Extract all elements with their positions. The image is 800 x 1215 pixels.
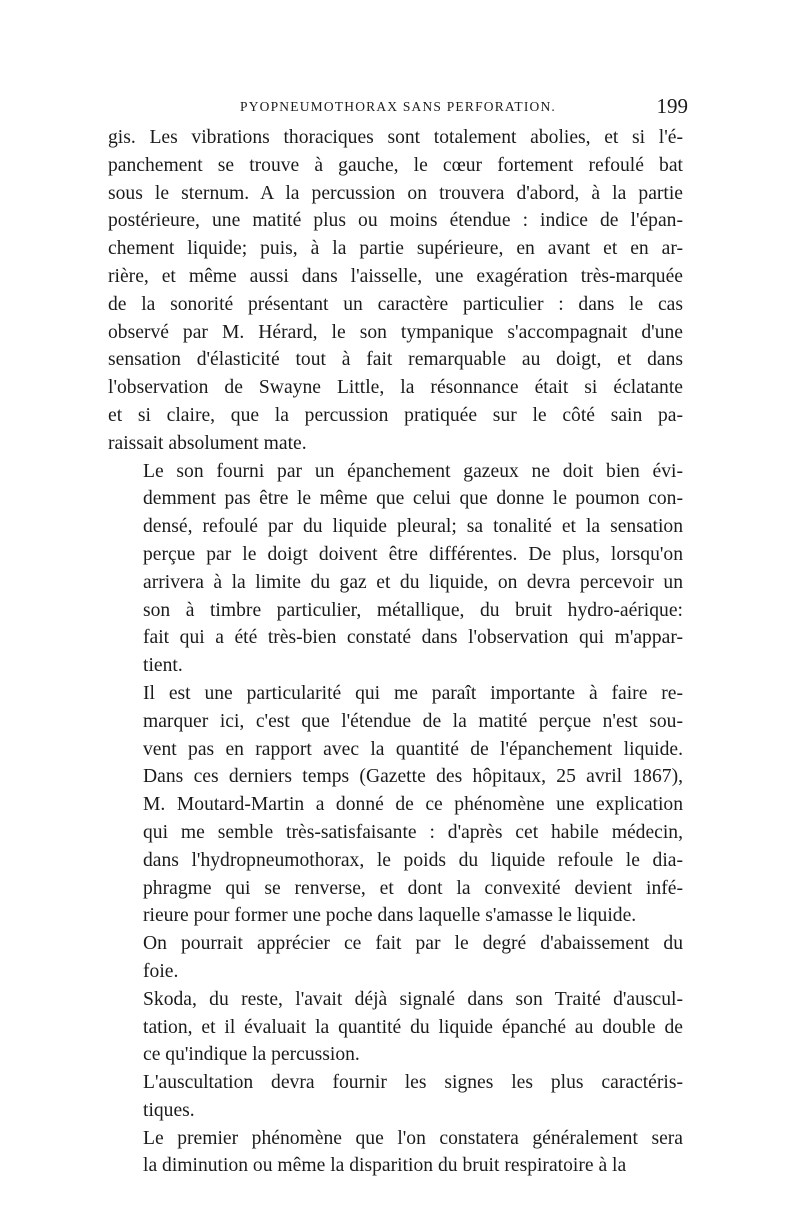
text-line: densé, refoulé par du liquide pleural; sa tonalité et la sensation — [143, 516, 683, 538]
text-line: demment pas être le même que celui que donne le poumon con- — [143, 488, 683, 510]
text-line: Le premier phénomène que l'on constatera généralement sera — [143, 1127, 683, 1149]
text-line: vent pas en rapport avec la quantité de l'épanchement liquide. — [143, 738, 683, 760]
text-line: son à timbre particulier, métallique, du bruit hydro-aérique: — [143, 599, 683, 621]
text-line: panchement se trouve à gauche, le cœur fortement refoulé bat — [108, 154, 683, 176]
running-head — [108, 96, 688, 120]
text-line: fait qui a été très-bien constaté dans l'observation qui m'appar- — [143, 627, 683, 649]
text-line: dans l'hydropneumothorax, le poids du liquide refoule le dia- — [143, 849, 683, 871]
paragraph — [108, 124, 683, 458]
paragraph — [108, 1125, 683, 1181]
text-line: marquer ici, c'est que l'étendue de la matité perçue n'est sou- — [143, 710, 683, 732]
text-line: gis. Les vibrations thoraciques sont totalement abolies, et si l'é- — [108, 127, 683, 148]
body-text — [108, 124, 683, 1180]
text-line: phragme qui se renverse, et dont la convexité devient infé- — [143, 877, 683, 899]
text-line: la diminution ou même la disparition du bruit respiratoire à la — [143, 1155, 627, 1177]
paragraph — [108, 680, 683, 930]
text-line: Le son fourni par un épanchement gazeux ne doit bien évi- — [143, 460, 683, 482]
text-line: tiques. — [143, 1099, 195, 1121]
text-line: On pourrait apprécier ce fait par le degré d'abaissement du — [143, 933, 683, 955]
text-line: rière, et même aussi dans l'aisselle, une exagération très-marquée — [108, 265, 683, 287]
text-line: de la sonorité présentant un caractère particulier : dans le cas — [108, 293, 683, 315]
text-line: ce qu'indique la percussion. — [143, 1044, 360, 1066]
text-line: M. Moutard-Martin a donné de ce phénomène une explication — [143, 794, 683, 816]
text-line: Skoda, du reste, l'avait déjà signalé dans son Traité d'auscul- — [143, 988, 683, 1010]
text-line: arrivera à la limite du gaz et du liquide, on devra percevoir un — [143, 571, 683, 593]
text-line: qui me semble très-satisfaisante : d'après cet habile médecin, — [143, 821, 683, 843]
text-line: sensation d'élasticité tout à fait remarquable au doigt, et dans — [108, 349, 683, 371]
text-line: Dans ces derniers temps (Gazette des hôpitaux, 25 avril 1867), — [143, 766, 683, 788]
text-line: l'observation de Swayne Little, la résonnance était si éclatante — [108, 377, 683, 399]
paragraph — [108, 986, 683, 1069]
text-line: raissait absolument mate. — [108, 432, 307, 454]
text-line: Il est une particularité qui me paraît importante à faire re- — [143, 682, 683, 704]
page-number: 199 — [656, 94, 688, 118]
text-line: observé par M. Hérard, le son tympanique s'accompagnait d'une — [108, 321, 683, 343]
text-line: et si claire, que la percussion pratiquée sur le côté sain pa- — [108, 404, 683, 426]
text-line: postérieure, une matité plus ou moins étendue : indice de l'épan- — [108, 210, 683, 232]
text-line: sous le sternum. A la percussion on trouvera d'abord, à la partie — [108, 182, 683, 204]
text-line: rieure pour former une poche dans laquelle s'amasse le liquide. — [143, 905, 637, 927]
running-title: PYOPNEUMOTHORAX SANS PERFORATION. — [239, 99, 556, 114]
paragraph — [108, 930, 683, 986]
text-line: chement liquide; puis, à la partie supérieure, en avant et en ar- — [108, 238, 683, 260]
text-line: foie. — [143, 960, 179, 982]
text-line: perçue par le doigt doivent être différentes. De plus, lorsqu'on — [143, 543, 683, 565]
text-line: tient. — [143, 655, 183, 677]
paragraph — [108, 458, 683, 680]
text-line: tation, et il évaluait la quantité du liquide épanché au double de — [143, 1016, 683, 1038]
text-line: L'auscultation devra fournir les signes les plus caractéris- — [143, 1072, 683, 1094]
paragraph — [108, 1069, 683, 1125]
